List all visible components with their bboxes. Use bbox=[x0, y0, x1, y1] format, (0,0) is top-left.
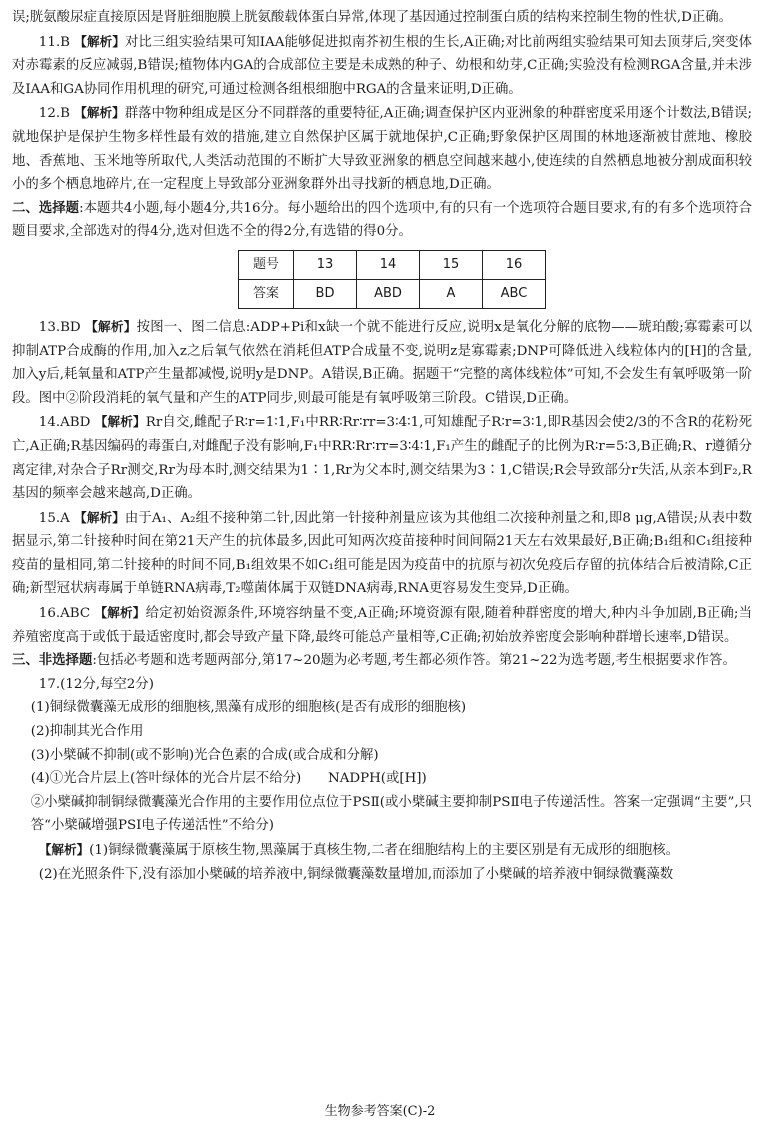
analysis-text: (1)铜绿微囊藻属于原核生物,黑藻属于真核生物,二者在细胞结构上的主要区别是有无成形的细胞核。 bbox=[89, 843, 680, 858]
section-2-label: 二、选择题 bbox=[12, 200, 80, 216]
answer-16 bbox=[12, 601, 752, 649]
answer-15 bbox=[12, 506, 752, 601]
prev-answer-tail: 误;胱氨酸尿症直接原因是肾脏细胞膜上胱氨酸载体蛋白异常,体现了基因通过控制蛋白质的结构来控制生物的性状,D正确。 bbox=[12, 10, 733, 25]
section-2-text: :本题共4小题,每小题4分,共16分。每小题给出的四个选项中,有的只有一个选项符合题目要求,有的有多个选项符合题目要求,全部选对的得4分,选对但选不全的得2分,有选错的得0分。 bbox=[12, 200, 752, 240]
section-2-instructions bbox=[12, 197, 752, 244]
analysis-tag: 【解析】 bbox=[74, 509, 125, 525]
answer-page bbox=[12, 6, 752, 886]
analysis-tag: 【解析】 bbox=[85, 318, 137, 334]
table-answer-label: 答案 bbox=[239, 279, 294, 308]
analysis-tag: 【解析】 bbox=[74, 33, 125, 49]
answer-17-header: 17.(12分,每空2分) bbox=[38, 676, 154, 692]
analysis-text: 对比三组实验结果可知IAA能够促进拟南芥初生根的生长,A正确;对比前两组实验结果可知去顶芽后,突变体对赤霉素的反应减弱,B错误;植物体内GA的合成部位主要是未成熟的种子、幼根和幼芽,C正确;实验没有检测RGA含量,并未涉及IAA和GA协同作用机理的研究,可通过检测各组根细胞中RGA的含量来证明,D正确。 bbox=[12, 34, 752, 97]
answer-13 bbox=[12, 315, 752, 410]
answer-number: 16.ABC bbox=[38, 606, 91, 622]
answer-12 bbox=[12, 101, 752, 196]
analysis-tag: 【解析】 bbox=[74, 105, 125, 121]
table-cell: A bbox=[420, 279, 483, 308]
answer-number: 12.B bbox=[38, 106, 70, 122]
analysis-text: 群落中物种组成是区分不同群落的重要特征,A正确;调查保护区内亚洲象的种群密度采用逐个计数法,B错误;就地保护是保护生物多样性最有效的措施,建立自然保护区属于就地保护,C正确;野象保护区周围的林地逐渐被甘蔗地、橡胶地、香蕉地、玉米地等所取代,人类活动范围的不断扩大导致亚洲象的栖息空间越来越小,使连续的自然栖息地被分割成面积较小的多个栖息地碎片,在一定程度上导致部分亚洲象群外出寻找新的栖息地,D正确。 bbox=[12, 106, 752, 193]
answer-17-explanation-2: (2)在光照条件下,没有添加小檗碱的培养液中,铜绿微囊藻数量增加,而添加了小檗碱的培养液中铜绿微囊藻数 bbox=[38, 866, 674, 882]
table-row bbox=[239, 279, 546, 308]
table-cell: BD bbox=[294, 279, 357, 308]
section-3-label: 三、非选择题 bbox=[12, 653, 93, 669]
part-4-second: NADPH(或[H]) bbox=[327, 771, 427, 787]
answer-17-part-5: ②小檗碱抑制铜绿微囊藻光合作用的主要作用位点位于PSⅡ(或小檗碱主要抑制PSⅡ电子传递活性。答案一定强调“主要”,只答“小檗碱增强PSⅠ电子传递活性”不给分) bbox=[30, 794, 752, 834]
answer-number: 11.B bbox=[38, 34, 70, 50]
table-cell: 16 bbox=[483, 250, 546, 279]
analysis-tag: 【解析】 bbox=[38, 842, 90, 857]
analysis-text: 由于A₁、A₂组不接种第二针,因此第一针接种剂量应该为其他组二次接种剂量之和,即8 μg,A错误;从表中数据显示,第二针接种时间在第21天产生的抗体最多,因此可知两次疫苗接种时间间隔21天左右效果最好,B正确;B₁组和C₁组接种疫苗的量相同,第二针接种的时间不同,B₁组效果不如C₁组可能是因为疫苗中的抗原与初次免疫后存留的抗体结合后被清除,C正确;新型冠状病毒属于单链RNA病毒,T₂噬菌体属于双链DNA病毒,RNA更容易发生变异,D正确。 bbox=[12, 510, 753, 597]
analysis-text: 给定初始资源条件,环境容纳量不变,A正确;环境资源有限,随着种群密度的增大,种内斗争加剧,B正确;当养殖密度高于或低于最适密度时,都会导致产量下降,最终可能总产量相等,C正确;初始放养密度会影响种群增长速率,D错误。 bbox=[12, 606, 752, 645]
answer-17-part-2: (2)抑制其光合作用 bbox=[30, 724, 144, 740]
answer-14 bbox=[12, 410, 752, 505]
answer-number: 14.ABD bbox=[38, 415, 91, 431]
answer-17-part-1: (1)铜绿微囊藻无成形的细胞核,黑藻有成形的细胞核(是否有成形的细胞核) bbox=[30, 700, 467, 716]
table-row bbox=[239, 250, 546, 279]
analysis-tag: 【解析】 bbox=[94, 414, 146, 430]
table-header-label: 题号 bbox=[239, 250, 294, 279]
table-cell: ABD bbox=[357, 279, 420, 308]
answer-table bbox=[238, 250, 546, 309]
analysis-text: Rr自交,雌配子R∶r=1∶1,F₁中RR∶Rr∶rr=3∶4∶1,可知雄配子R∶r=3∶1,即R基因会使2/3的不含R的花粉死亡,A正确;R基因编码的毒蛋白,对雌配子没有影响,F₁中RR∶Rr∶rr=3∶4∶1,F₁产生的雌配子的比例为R∶r=5∶3,B正确;R、r遵循分离定律,对杂合子Rr测交,Rr为母本时,测交结果为1∶1,Rr为父本时,测交结果为3∶1,C错误;R会导致部分r失活,从亲本到F₂,R基因的频率会越来越高,D正确。 bbox=[12, 415, 752, 502]
table-cell: 13 bbox=[294, 250, 357, 279]
analysis-tag: 【解析】 bbox=[94, 605, 146, 621]
table-cell: 15 bbox=[420, 250, 483, 279]
answer-number: 15.A bbox=[38, 510, 70, 526]
page-footer: 生物参考答案(C)-2 bbox=[324, 1104, 436, 1119]
answer-17-part-4 bbox=[12, 767, 752, 791]
part-4-first: (4)①光合片层上(答叶绿体的光合片层不给分) bbox=[30, 771, 302, 787]
answer-number: 13.BD bbox=[38, 319, 81, 335]
table-cell: ABC bbox=[483, 279, 546, 308]
answer-17-part-3: (3)小檗碱不抑制(或不影响)光合色素的合成(或合成和分解) bbox=[30, 747, 379, 763]
table-cell: 14 bbox=[357, 250, 420, 279]
section-3-instructions bbox=[12, 649, 752, 673]
analysis-text: 按图一、图二信息:ADP+Pi和x缺一个就不能进行反应,说明x是氧化分解的底物——琥珀酸;寡霉素可以抑制ATP合成酶的作用,加入z之后氧气依然在消耗但ATP合成量不变,说明z是寡霉素;DNP可降低进入线粒体内的[H]的含量,加入y后,耗氧量和ATP产生量都减慢,说明y是DNP。A错误,B正确。据题干“完整的离体线粒体”可知,不会发生有氧呼吸第一阶段。图中②阶段消耗的氧气量和产生的ATP同步,则最可能是有氧呼吸第三阶段。C错误,D正确。 bbox=[12, 319, 753, 406]
answer-17-explanation-1 bbox=[12, 838, 752, 863]
answer-11 bbox=[12, 30, 752, 102]
section-3-text: :包括必考题和选考题两部分,第17~20题为必考题,考生都必须作答。第21~22为选考题,考生根据要求作答。 bbox=[92, 653, 736, 669]
